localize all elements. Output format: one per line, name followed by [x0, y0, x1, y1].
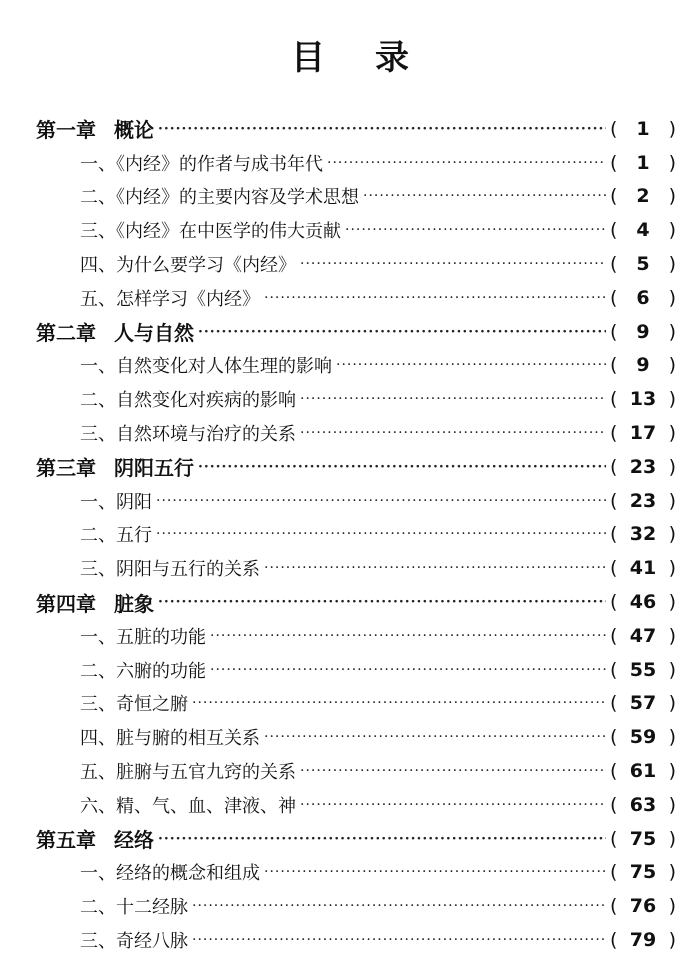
toc-entry-title: 三、阴阳与五行的关系: [80, 559, 260, 581]
page-number-value: 79: [629, 929, 657, 952]
page-number: ( 9 ): [610, 320, 676, 343]
toc-section-row: [0, 720, 700, 754]
toc-entry-label: [80, 758, 296, 784]
chapter-number: 第二章: [36, 321, 96, 346]
page-number-value: 55: [629, 658, 657, 681]
toc-entry-title: 五、怎样学习《内经》: [80, 288, 260, 310]
dot-leader: [300, 391, 606, 407]
toc-entry-label: [80, 521, 152, 547]
toc-entry-title: 阴阳五行: [114, 456, 194, 481]
dot-leader: [345, 222, 606, 238]
toc-section-row: [0, 889, 700, 923]
toc-entry-title: 一、阴阳: [80, 491, 152, 513]
page-number-value: 32: [629, 523, 657, 546]
chapter-number: 第五章: [36, 828, 96, 853]
chapter-number: 第三章: [36, 456, 96, 481]
toc-entry-title: 二、十二经脉: [80, 897, 188, 919]
page-number-value: 41: [629, 557, 657, 580]
page-number-value: 76: [629, 895, 657, 918]
page-number: ( 59 ): [610, 726, 676, 749]
toc-entry-title: 一、自然变化对人体生理的影响: [80, 356, 332, 378]
page-number: ( 75 ): [610, 827, 676, 850]
page-number-value: 9: [636, 354, 650, 377]
toc-entry-label: [36, 824, 154, 853]
toc-section-row: [0, 619, 700, 653]
toc-entry-title: 四、脏与腑的相互关系: [80, 728, 260, 750]
page-number: ( 47 ): [610, 624, 676, 647]
toc-entry-label: [80, 555, 260, 581]
toc-section-row: [0, 653, 700, 687]
page-number-value: 75: [629, 827, 657, 850]
page-number-value: 75: [629, 861, 657, 884]
page-number: ( 1 ): [610, 117, 676, 140]
page-number: ( 5 ): [610, 253, 676, 276]
toc-entry-title: 五、脏腑与五官九窍的关系: [80, 762, 296, 784]
toc-chapter-row: [0, 450, 700, 484]
toc-section-row: [0, 247, 700, 281]
toc-entry-label: [80, 285, 260, 311]
dot-leader: [156, 526, 606, 542]
page-number-value: 23: [629, 489, 657, 512]
toc-entry-title: 二、自然变化对疾病的影响: [80, 390, 296, 412]
dot-leader: [192, 932, 606, 948]
chapter-number: 第一章: [36, 118, 96, 143]
toc-chapter-row: [0, 112, 700, 146]
page-number-value: 57: [629, 692, 657, 715]
toc-chapter-row: [0, 315, 700, 349]
toc-entry-label: [80, 183, 359, 209]
toc-entry-label: [80, 217, 341, 243]
dot-leader: [198, 324, 606, 340]
dot-leader: [300, 797, 606, 813]
page-number: ( 23 ): [610, 489, 676, 512]
dot-leader: [264, 729, 606, 745]
page-title: 目录: [291, 38, 459, 78]
page-number: ( 76 ): [610, 895, 676, 918]
toc-entry-label: [36, 317, 194, 346]
table-of-contents: [0, 112, 700, 957]
toc-entry-title: 人与自然: [114, 321, 194, 346]
toc-entry-label: [80, 386, 296, 412]
toc-entry-title: 概论: [114, 118, 154, 143]
toc-entry-title: 二、五行: [80, 525, 152, 547]
dot-leader: [158, 121, 606, 137]
page-number: ( 79 ): [610, 929, 676, 952]
toc-section-row: [0, 856, 700, 890]
toc-entry-title: 经络: [114, 828, 154, 853]
dot-leader: [336, 357, 606, 373]
toc-chapter-row: [0, 585, 700, 619]
toc-section-row: [0, 281, 700, 315]
page-number-value: 47: [629, 624, 657, 647]
toc-entry-label: [80, 690, 188, 716]
page-number-value: 2: [636, 185, 650, 208]
page-number: ( 63 ): [610, 793, 676, 816]
page-number: ( 6 ): [610, 286, 676, 309]
toc-section-row: [0, 484, 700, 518]
dot-leader: [158, 594, 606, 610]
page-number-value: 4: [636, 219, 650, 242]
dot-leader: [327, 155, 606, 171]
page-number-value: 61: [629, 760, 657, 783]
page-number-value: 9: [636, 320, 650, 343]
toc-entry-title: 一、五脏的功能: [80, 626, 206, 648]
dot-leader: [198, 459, 606, 475]
toc-entry-title: 一、《内经》的作者与成书年代: [80, 153, 323, 175]
toc-entry-label: [80, 724, 260, 750]
dot-leader: [264, 290, 606, 306]
page-number: ( 1 ): [610, 151, 676, 174]
toc-chapter-row: [0, 822, 700, 856]
page-number: ( 23 ): [610, 455, 676, 478]
dot-leader: [300, 763, 606, 779]
toc-entry-title: 四、为什么要学习《内经》: [80, 255, 296, 277]
toc-section-row: [0, 382, 700, 416]
page-number-value: 1: [636, 117, 650, 140]
toc-section-row: [0, 416, 700, 450]
toc-section-row: [0, 754, 700, 788]
toc-section-row: [0, 923, 700, 957]
toc-section-row: [0, 213, 700, 247]
toc-section-row: [0, 551, 700, 585]
page-number-value: 1: [636, 151, 650, 174]
toc-entry-label: [80, 623, 206, 649]
toc-section-row: [0, 687, 700, 721]
page-number-value: 13: [629, 388, 657, 411]
toc-entry-label: [80, 420, 296, 446]
dot-leader: [300, 256, 606, 272]
toc-entry-title: 三、奇恒之腑: [80, 694, 188, 716]
toc-entry-label: [80, 927, 188, 953]
dot-leader: [192, 898, 606, 914]
page-number: ( 17 ): [610, 422, 676, 445]
page-number-value: 46: [629, 591, 657, 614]
toc-section-row: [0, 180, 700, 214]
toc-entry-label: [80, 251, 296, 277]
toc-entry-label: [80, 352, 332, 378]
toc-entry-title: 二、《内经》的主要内容及学术思想: [80, 187, 359, 209]
page-number-value: 23: [629, 455, 657, 478]
dot-leader: [264, 560, 606, 576]
page-number: ( 57 ): [610, 692, 676, 715]
toc-entry-title: 三、自然环境与治疗的关系: [80, 424, 296, 446]
toc-section-row: [0, 518, 700, 552]
toc-section-row: [0, 146, 700, 180]
toc-entry-title: 脏象: [114, 591, 154, 616]
toc-entry-title: 三、奇经八脉: [80, 931, 188, 953]
dot-leader: [156, 493, 606, 509]
toc-entry-label: [36, 452, 194, 481]
page-number: ( 75 ): [610, 861, 676, 884]
dot-leader: [363, 188, 606, 204]
toc-entry-label: [36, 588, 154, 617]
page-number-value: 5: [636, 253, 650, 276]
page-number: ( 41 ): [610, 557, 676, 580]
page-number: ( 2 ): [610, 185, 676, 208]
page-number: ( 32 ): [610, 523, 676, 546]
dot-leader: [264, 864, 606, 880]
page-number-value: 17: [629, 422, 657, 445]
dot-leader: [210, 628, 606, 644]
toc-entry-label: [36, 114, 154, 143]
toc-entry-label: [80, 488, 152, 514]
page-number: ( 61 ): [610, 760, 676, 783]
toc-section-row: [0, 788, 700, 822]
toc-entry-label: [80, 657, 206, 683]
toc-section-row: [0, 349, 700, 383]
dot-leader: [192, 695, 606, 711]
toc-entry-label: [80, 893, 188, 919]
page-number: ( 13 ): [610, 388, 676, 411]
page-number: ( 9 ): [610, 354, 676, 377]
toc-entry-title: 二、六腑的功能: [80, 660, 206, 682]
page-number-value: 63: [629, 793, 657, 816]
toc-entry-label: [80, 150, 323, 176]
page-number: ( 46 ): [610, 591, 676, 614]
page-number-value: 6: [636, 286, 650, 309]
toc-entry-label: [80, 859, 260, 885]
dot-leader: [300, 425, 606, 441]
toc-entry-title: 六、精、气、血、津液、神: [80, 795, 296, 817]
toc-entry-title: 三、《内经》在中医学的伟大贡献: [80, 221, 341, 243]
page-number: ( 4 ): [610, 219, 676, 242]
chapter-number: 第四章: [36, 591, 96, 616]
dot-leader: [210, 662, 606, 678]
toc-entry-title: 一、经络的概念和组成: [80, 863, 260, 885]
page-number-value: 59: [629, 726, 657, 749]
toc-entry-label: [80, 792, 296, 818]
dot-leader: [158, 831, 606, 847]
page-number: ( 55 ): [610, 658, 676, 681]
